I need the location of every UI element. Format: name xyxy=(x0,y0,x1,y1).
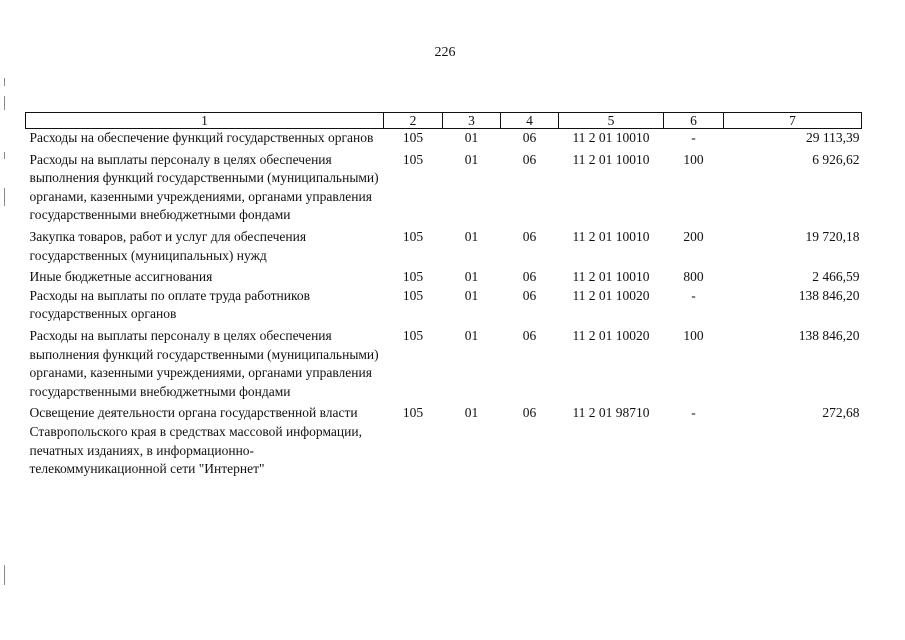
row-c3: 01 xyxy=(464,269,479,285)
row-c7: 29 113,39 xyxy=(806,130,860,145)
column-header: 4 xyxy=(501,113,559,129)
row-c5: 11 2 01 10020 xyxy=(572,287,650,303)
row-c5: 11 2 01 10010 xyxy=(572,269,650,285)
row-c4: 06 xyxy=(522,287,537,303)
scan-edge-mark xyxy=(4,96,5,110)
row-c5: 11 2 01 10010 xyxy=(572,228,650,244)
row-c4: 06 xyxy=(522,327,537,343)
row-c7: 272,68 xyxy=(822,405,860,421)
row-name: Расходы на выплаты персоналу в целях обеспечения выполнения функций государственными (муниципальными) органами, казенными учреждениями, органами управления государственными внебюджетными фондами xyxy=(29,151,379,223)
row-c4: 06 xyxy=(522,151,537,167)
row-c7: 138 846,20 xyxy=(798,327,860,343)
table-row xyxy=(26,268,862,287)
page-number: 226 xyxy=(434,45,456,60)
row-c2: 105 xyxy=(402,228,424,244)
row-c5: 11 2 01 10010 xyxy=(572,151,650,167)
row-c6: 100 xyxy=(683,151,704,167)
row-c7: 19 720,18 xyxy=(805,228,860,244)
row-c2: 105 xyxy=(402,287,424,303)
column-header: 6 xyxy=(664,113,724,129)
row-c5: 11 2 01 10010 xyxy=(572,130,650,145)
table-row xyxy=(26,404,862,481)
row-c6: - xyxy=(691,287,696,303)
row-c2: 105 xyxy=(402,269,424,285)
row-c3: 01 xyxy=(464,405,479,421)
scan-edge-mark xyxy=(4,188,5,206)
scan-edge-mark xyxy=(4,152,5,159)
row-c3: 01 xyxy=(464,228,479,244)
row-c4: 06 xyxy=(522,405,537,421)
row-c7: 6 926,62 xyxy=(812,151,860,167)
row-name: Закупка товаров, работ и услуг для обеспечения государственных (муниципальных) нужд xyxy=(29,228,307,263)
row-c3: 01 xyxy=(464,151,479,167)
row-c4: 06 xyxy=(522,269,537,285)
column-header: 7 xyxy=(724,113,862,129)
row-c6: - xyxy=(691,130,696,145)
row-c4: 06 xyxy=(522,130,537,145)
row-name: Иные бюджетные ассигнования xyxy=(29,269,213,285)
scan-edge-mark xyxy=(4,78,5,86)
row-c6: 100 xyxy=(683,327,704,343)
column-header: 3 xyxy=(443,113,501,129)
row-c7: 138 846,20 xyxy=(798,287,860,303)
row-name: Расходы на выплаты персоналу в целях обеспечения выполнения функций государственными (муниципальными) органами, казенными учреждениями, органами управления государственными внебюджетными фондами xyxy=(29,327,379,399)
row-c3: 01 xyxy=(464,287,479,303)
budget-table xyxy=(25,112,862,482)
table-row xyxy=(26,129,862,151)
row-c3: 01 xyxy=(464,130,479,145)
row-c6: - xyxy=(691,405,696,421)
row-name: Расходы на выплаты по оплате труда работников государственных органов xyxy=(29,287,310,322)
row-c3: 01 xyxy=(464,327,479,343)
row-c4: 06 xyxy=(522,228,537,244)
row-name: Освещение деятельности органа государственной власти Ставропольского края в средствах массовой информации, печатных изданиях, в информационно-телекоммуникационной сети "Интернет" xyxy=(29,405,362,477)
column-header: 1 xyxy=(26,113,384,129)
table-row xyxy=(26,228,862,268)
table-row xyxy=(26,327,862,404)
row-c6: 200 xyxy=(683,228,704,244)
row-c7: 2 466,59 xyxy=(812,269,860,285)
scan-edge-mark xyxy=(4,565,5,585)
column-header: 2 xyxy=(384,113,443,129)
row-c2: 105 xyxy=(402,130,424,145)
header-row xyxy=(26,113,862,129)
table-row xyxy=(26,151,862,228)
row-c2: 105 xyxy=(402,327,424,343)
row-c2: 105 xyxy=(402,151,424,167)
column-header: 5 xyxy=(559,113,664,129)
row-c6: 800 xyxy=(683,269,704,285)
row-c2: 105 xyxy=(402,405,424,421)
table-row xyxy=(26,287,862,327)
row-c5: 11 2 01 98710 xyxy=(572,405,650,421)
row-name: Расходы на обеспечение функций государственных органов xyxy=(29,130,374,145)
row-c5: 11 2 01 10020 xyxy=(572,327,650,343)
